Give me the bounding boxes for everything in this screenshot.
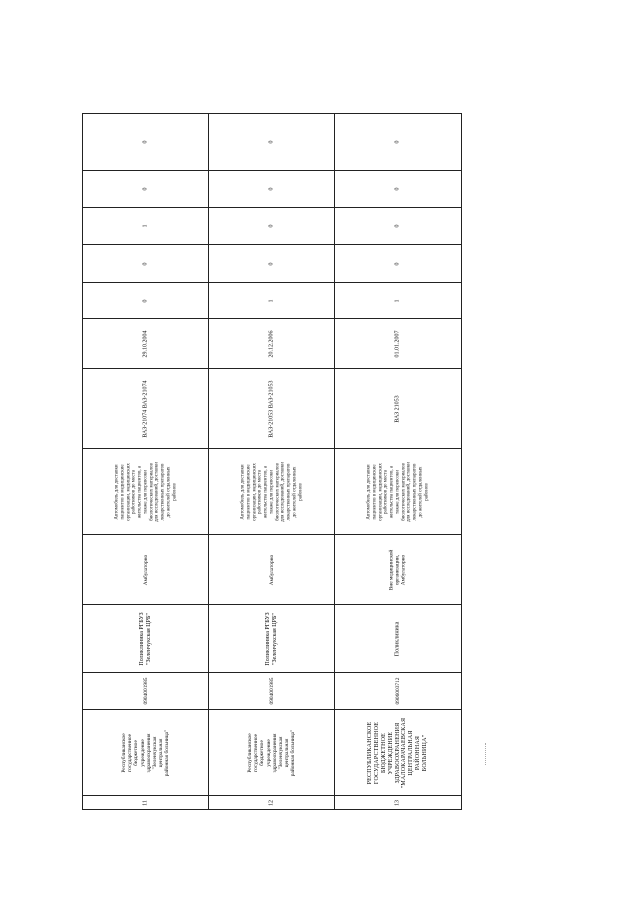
cell-value-4: 0 [83, 171, 209, 208]
cell-value-1: 1 [209, 283, 335, 319]
table-line-purpose [83, 449, 462, 535]
cell-num: 11 [83, 796, 209, 810]
cell-org: Республиканское государственное бюджетное учреждение здравоохранения "Зеленчукская центральная районная больница" [209, 710, 335, 796]
cell-code: 0904001985 [209, 673, 335, 710]
cell-value-4: 0 [335, 171, 462, 208]
table-line-date [83, 319, 462, 369]
cell-org: РЕСПУБЛИКАНСКОЕ ГОСУДАРСТВЕННОЕ БЮДЖЕТНОЕ УЧРЕЖДЕНИЕ ЗДРАВООХРАНЕНИЯ "МАЛОКАРАЧАЕВСКАЯ ЦЕНТРАЛЬНАЯ РАЙОННАЯ БОЛЬНИЦА" [335, 710, 462, 796]
cell-num: 12 [209, 796, 335, 810]
table-line-value-5 [83, 114, 462, 171]
cell-value-2: 0 [83, 245, 209, 283]
table-line-num [83, 796, 462, 810]
cell-value-3: 0 [335, 208, 462, 245]
cell-code: 0906003712 [335, 673, 462, 710]
cell-value-5: 0 [209, 114, 335, 171]
document-page [82, 113, 461, 809]
table-line-code [83, 673, 462, 710]
cell-place: Поликлиника [335, 605, 462, 673]
table-line-model [83, 369, 462, 449]
cell-purpose: Автомобиль для доставки пациентов в медицинские организации, медицинских работников до места жительства пациентов, а также для перевозки биологических материалов для исследований, доставки лекарственных препаратов до жителей отдаленных районов [83, 449, 209, 535]
cell-model: ВАЗ 21053 [335, 369, 462, 449]
table-line-value-4 [83, 171, 462, 208]
cell-value-1: 1 [335, 283, 462, 319]
cell-model: ВАЗ-21074 ВАЗ-21074 [83, 369, 209, 449]
cell-value-2: 0 [335, 245, 462, 283]
table-line-value-2 [83, 245, 462, 283]
cell-value-2: 0 [209, 245, 335, 283]
table-line-value-3 [83, 208, 462, 245]
cell-value-5: 0 [83, 114, 209, 171]
vehicle-table [82, 113, 462, 810]
cell-value-5: 0 [335, 114, 462, 171]
table-line-type [83, 535, 462, 605]
cell-org: Республиканское государственное бюджетное учреждение здравоохранения "Зеленчукская центральная районная больница" [83, 710, 209, 796]
cell-code: 0904001985 [83, 673, 209, 710]
cell-model: ВАЗ-21053 ВАЗ-21053 [209, 369, 335, 449]
table-line-org [83, 710, 462, 796]
scan-mark [485, 743, 487, 765]
cell-date: 01.01.2007 [335, 319, 462, 369]
cell-place: Поликлиника РГБУЗ "Зеленчукская ЦРБ" [209, 605, 335, 673]
cell-date: 29.10.2004 [83, 319, 209, 369]
cell-date: 20.12.2006 [209, 319, 335, 369]
cell-value-1: 0 [83, 283, 209, 319]
table-line-place [83, 605, 462, 673]
cell-value-3: 1 [83, 208, 209, 245]
cell-place: Поликлиника РГБУЗ "Зеленчукская ЦРБ" [83, 605, 209, 673]
cell-value-3: 0 [209, 208, 335, 245]
table-line-value-1 [83, 283, 462, 319]
cell-type: Вне медицинской организации, Амбулаторно [335, 535, 462, 605]
cell-type: Амбулаторно [83, 535, 209, 605]
cell-purpose: Автомобиль для доставки пациентов в медицинские организации, медицинских работников до места жительства пациентов, а также для перевозки биологических материалов для исследований, доставки лекарственных препаратов до жителей отдаленных районов [335, 449, 462, 535]
cell-type: Амбулаторно [209, 535, 335, 605]
cell-value-4: 0 [209, 171, 335, 208]
cell-num: 13 [335, 796, 462, 810]
cell-purpose: Автомобиль для доставки пациентов в медицинские организации, медицинских работников до места жительства пациентов, а также для перевозки биологических материалов для исследований, доставки лекарственных препаратов до жителей отдаленных районов [209, 449, 335, 535]
